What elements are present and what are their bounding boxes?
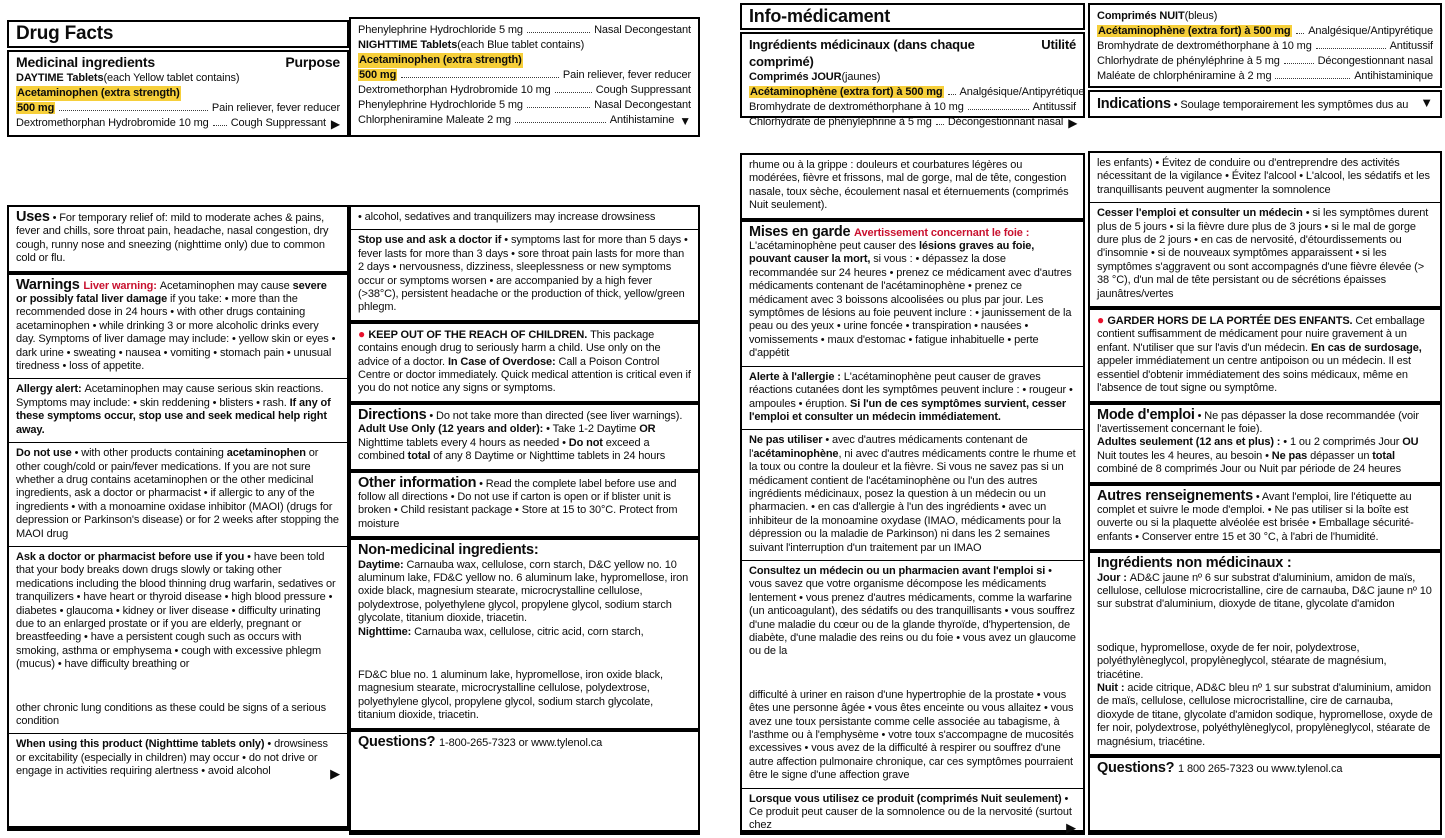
- text-segment: In Case of Overdose:: [447, 355, 559, 368]
- paragraph: [358, 669, 691, 723]
- label-section: [351, 320, 698, 401]
- ingredient-line: [358, 38, 691, 53]
- info-medicament-body-fr-right: [1088, 151, 1442, 835]
- ingredient-line: [358, 53, 691, 68]
- text-segment: DAYTIME Tablets: [16, 72, 104, 84]
- text-segment: Ask a doctor or pharmacist before use if you: [16, 550, 245, 563]
- comprimes-nuit-panel-fr-right: [1088, 3, 1442, 88]
- paragraph: [358, 559, 691, 626]
- text-segment: Carnauba wax, cellulose, corn starch, D&C yellow no. 10 aluminum lake, FD&C yellow no. 6 aluminum lake, hypromellose, iron oxide black, magnesium stearate, microcrystalline cellulose, polydextrose, polyethylene glycol, propylene glycol, sodium starch glycolate, titanium dioxide, triacetin.: [358, 558, 689, 625]
- paragraph: [358, 234, 691, 314]
- label-section: [9, 546, 347, 733]
- text-segment: En cas de surdosage,: [1310, 341, 1422, 354]
- ingredient-row: [1097, 54, 1433, 69]
- label-section: [351, 536, 698, 727]
- label-section: [351, 207, 698, 229]
- text-segment: Comprimés NUIT: [1097, 10, 1185, 22]
- paragraph: [16, 447, 340, 541]
- text-segment: acetaminophen: [226, 447, 306, 460]
- text-segment: (each Yellow tablet contains): [103, 72, 240, 84]
- arrow-right-icon: ▶: [1068, 115, 1078, 130]
- label-section: [1090, 754, 1440, 781]
- label-section: [1090, 549, 1440, 754]
- label-section: [351, 401, 698, 469]
- label-section: [742, 155, 1083, 218]
- text-segment: Antitussif: [1032, 101, 1076, 113]
- paragraph: [16, 383, 340, 437]
- label-section: [351, 229, 698, 319]
- ingredient-row: [749, 85, 1085, 100]
- paragraph: [358, 328, 691, 396]
- utilite-label: [1041, 36, 1076, 53]
- paragraph: [16, 211, 340, 266]
- text-segment: Acetaminophen (extra strength): [359, 54, 522, 66]
- text-segment: This package contains enough drug to seriously harm a child. Use only on the advice of a doctor.: [358, 328, 661, 368]
- arrow-right-icon: ▶: [1066, 820, 1076, 836]
- arrow-down-icon: ▼: [1420, 95, 1433, 110]
- text-segment: Call a Poison Control Centre or doctor immediately. Quick medical attention is critical even if you do not notice any signs or symptoms.: [358, 355, 691, 395]
- text-segment: Ne pas utiliser: [749, 434, 823, 447]
- text-segment: Pain reliever, fever reducer: [211, 102, 340, 114]
- label-section: [742, 218, 1083, 366]
- text-segment: Consultez un médecin ou un pharmacien avant l'emploi si: [749, 564, 1046, 577]
- dotted-leader: [527, 107, 590, 108]
- text-segment: Si l'un de ces symptômes survient, cesser l'emploi et consulter un médecin immédiatement.: [749, 397, 1066, 423]
- paragraph: [1097, 436, 1433, 476]
- text-segment: • have been told that your body breaks down drugs slowly or taking other medications including the blood thinning drug warfarin, sedatives or tranquilizers • have heart or thyroid disease • high blood pressure • diabetes • glaucoma • kidney or liver disease • difficulty urinating due to an enlarged prostate or if you are elderly, pregnant or breastfeeding • have a persistent cough such as occurs with smoking, asthma or emphysema • cough with excessive phlegm (mucus) • have difficulty breathing or: [16, 550, 336, 671]
- ingredient-row: [16, 116, 340, 131]
- text-segment: GARDER HORS DE LA PORTÉE DES ENFANTS.: [1107, 315, 1356, 328]
- text-segment: OR: [639, 423, 656, 436]
- text-segment: Chlorpheniramine Maleate 2 mg: [358, 114, 512, 126]
- text-segment: Uses: [16, 209, 50, 225]
- dotted-leader: [527, 32, 590, 33]
- ingredients-medicinaux-header: [749, 36, 1076, 70]
- text-segment: Questions?: [358, 733, 440, 750]
- text-segment: NIGHTTIME Tablets: [358, 39, 458, 51]
- text-segment: si vous : • dépassez la dose recommandée sur 24 heures • prenez ce médicament avec d'autres médicaments contenant de l'acétaminophène • prenez ce médicament avec 3 boissons alcoolisées ou plus par jour. Les symptômes de lésions au foie peuvent inclure : • jaunissement de la peau ou des yeux • urine foncée • transpiration • nausées • vomissements • maux d'estomac • fatigue inhabituelle • perte d'appétit: [749, 253, 1072, 360]
- text-segment: Ne pas: [1271, 449, 1308, 462]
- text-segment: Dextromethorphan Hydrobromide 10 mg: [358, 84, 551, 96]
- ingredient-line: [1097, 9, 1433, 24]
- ingredient-line: [749, 70, 1076, 85]
- paragraph: [749, 371, 1076, 425]
- text-segment: Directions: [358, 406, 427, 423]
- text-segment: (each Blue tablet contains): [457, 39, 585, 51]
- red-dot-icon: ●: [1097, 313, 1108, 328]
- sections: [742, 155, 1083, 838]
- text-segment: If any of these symptoms occur, stop use and seek medical help right away.: [16, 396, 331, 436]
- dotted-leader: [968, 109, 1029, 110]
- text-segment: • For temporary relief of: mild to moderate aches & pains, fever and chills, sore throat pain, headache, nasal congestion, dry cough, runny nose and sneezing (nighttime only) due to common cold or flu.: [16, 212, 329, 265]
- text-segment: les enfants) • Évitez de conduire ou d'entreprendre des activités nécessitant de la vigilance • Évitez l'alcool • L'alcool, les sédatifs et les tranquillisants peuvent augmenter la somnolence: [1097, 157, 1430, 196]
- paragraph: [1097, 557, 1433, 571]
- ingredient-rows: [358, 23, 691, 128]
- sections: [9, 207, 347, 784]
- text-segment: Bromhydrate de dextrométhorphane à 10 mg: [749, 101, 964, 113]
- text-segment: dépasser un: [1307, 449, 1373, 462]
- drug-facts-body-en-right: [349, 205, 700, 835]
- text-segment: 1 800 265-7323 ou www.tylenol.ca: [1178, 763, 1343, 776]
- text-segment: Questions?: [1097, 760, 1179, 777]
- sections: [351, 207, 698, 755]
- label-section: [1090, 153, 1440, 202]
- paragraph: [16, 702, 340, 729]
- text-segment: Antitussif: [1389, 40, 1433, 52]
- text-segment: Décongestionnant nasal: [947, 116, 1064, 128]
- label-section: [9, 378, 347, 442]
- label-section: [742, 429, 1083, 560]
- dotted-leader: [555, 92, 592, 93]
- text-segment: Warnings: [16, 276, 84, 293]
- text-segment: other chronic lung conditions as these could be signs of a serious condition: [16, 701, 327, 727]
- drug-facts-body-en-left: [7, 205, 349, 831]
- text-segment: AD&C jaune nº 6 sur substrat d'aluminium, amidon de maïs, cellulose, cellulose microcristalline, cire de carnauba, D&C jaune nº 10 sur substrat d'aluminium, dioxyde de titane, glycolate d'amidon: [1097, 571, 1432, 611]
- text-segment: Cough Suppressant: [230, 117, 326, 129]
- text-segment: Allergy alert:: [16, 383, 85, 396]
- text-segment: Indications: [1097, 96, 1171, 112]
- text-segment: acide citrique, AD&C bleu nº 1 sur substrat d'aluminium, amidon de maïs, cellulose, cellulose microcristalline, cire de carnauba, dioxyde de titane, glycolate d'amidon sodique, hypromellose, oxyde de fer noir, polydextrose, polyéthylèneglycol, propylèneglycol, stéarate de magnésium, triacétine.: [1097, 682, 1433, 748]
- text-segment: • Ne pas dépasser la dose recommandée (voir l'avertissement concernant le foie).: [1097, 409, 1419, 435]
- paragraph: [358, 626, 691, 639]
- text-segment: acétaminophène: [753, 447, 839, 460]
- indications-text: [1097, 96, 1408, 112]
- paragraph: [1097, 682, 1433, 749]
- ingredient-rows: [1097, 9, 1433, 84]
- text-segment: Daytime:: [358, 558, 407, 571]
- text-segment: Pain reliever, fever reducer: [562, 69, 691, 81]
- text-segment: Liver warning:: [83, 279, 160, 292]
- paragraph: [749, 434, 1076, 555]
- drug-facts-title-box: [7, 20, 349, 48]
- paragraph: [1097, 314, 1433, 395]
- text-segment: Acetaminophen may cause: [159, 279, 293, 292]
- paragraph: [358, 733, 691, 750]
- dotted-leader: [948, 94, 956, 95]
- text-segment: • drowsiness or excitability (especially in children) may occur • do not drive or engage in activities requiring alertness • avoid alcohol: [16, 738, 328, 778]
- text-segment: Nuit toutes les 4 heures, au besoin •: [1097, 449, 1272, 462]
- text-segment: Chlorhydrate de phényléphrine à 5 mg: [749, 116, 932, 128]
- label-section: [1090, 482, 1440, 550]
- text-segment: sodique, hypromellose, oxyde de fer noir, polydextrose, polyéthylèneglycol, propylèneglycol, stéarate de magnésium, triacétine.: [1097, 641, 1387, 681]
- text-segment: Mises en garde: [749, 223, 855, 240]
- paragraph: [749, 565, 1076, 659]
- text-segment: Maléate de chlorphéniramine à 2 mg: [1097, 70, 1272, 82]
- text-segment: total: [407, 450, 431, 463]
- text-segment: Do not use: [16, 447, 72, 460]
- label-section: [9, 733, 347, 783]
- text-segment: Cough Suppressant: [595, 84, 691, 96]
- text-segment: Nasal Decongestant: [594, 99, 691, 111]
- dotted-leader: [59, 110, 208, 111]
- text-segment: Autres renseignements: [1097, 487, 1253, 504]
- text-segment: Acétaminophène (extra fort) à 500 mg: [750, 86, 943, 98]
- indications-box: [1088, 90, 1442, 118]
- text-segment: Acetaminophen (extra strength): [17, 87, 180, 99]
- text-segment: Nighttime tablets every 4 hours as needed •: [358, 436, 569, 449]
- text-segment: difficulté à uriner en raison d'une hypertrophie de la prostate • vous êtes une personne âgée • vous êtes enceinte ou vous allaitez • vous avez une toux persistante comme celle associée au tabagisme, à l'asthme ou à l'emphysème • votre toux s'accompagne de mucosités excessives • vous avez de la difficulté à respirer ou souffrez d'une autre affection pulmonaire chronique, car ces symptômes pourraient être le signe d'une affection grave: [749, 688, 1074, 782]
- ingredient-rows: [749, 70, 1085, 130]
- paragraph: [749, 159, 1076, 213]
- text-segment: Acétaminophène (extra fort) à 500 mg: [1098, 25, 1291, 37]
- text-segment: L'acétaminophène peut causer de graves réactions cutanées dont les symptômes peuvent inclure : • rougeur • ampoules • éruption.: [749, 370, 1073, 410]
- arrow-right-icon: ▶: [330, 116, 340, 131]
- ingredient-row: [358, 23, 691, 38]
- text-segment: rhume ou à la grippe : douleurs et courbatures légères ou modérées, fièvre et frissons, mal de gorge, mal de tête, congestion nasale, toux sèche, écoulement nasal et éternuements (comprimés Nuit seulement).: [749, 159, 1069, 212]
- arrow-right-icon: ▶: [330, 766, 340, 782]
- ingredient-row: [16, 101, 340, 116]
- text-segment: OU: [1402, 436, 1419, 449]
- dotted-leader: [401, 77, 559, 78]
- label-section: [742, 560, 1083, 788]
- red-dot-icon: ●: [358, 326, 369, 341]
- text-segment: Avertissement concernant le foie :: [854, 226, 1030, 239]
- text-segment: Nuit :: [1097, 682, 1128, 694]
- text-segment: Cet emballage contient suffisamment de médicament pour nuire gravement à un enfant. N'utiliser que sur l'avis d'un médecin.: [1097, 315, 1425, 354]
- text-segment: 1-800-265-7323 or www.tylenol.ca: [439, 736, 603, 749]
- text-segment: Lorsque vous utilisez ce produit (comprimés Nuit seulement): [749, 792, 1062, 805]
- sections: [1090, 153, 1440, 781]
- text-segment: Jour :: [1097, 571, 1130, 584]
- purpose-label: Purpose: [285, 54, 340, 70]
- text-segment: Antihistaminique: [1354, 70, 1433, 82]
- text-segment: , ni avec d'autres médicaments contre le rhume et la toux ou contre la douleur et la fièvre. Si vous ne savez pas si un médicament contient de l'acétaminophène ou l'un des autres ingrédients médicinaux, posez la question à un médecin ou un pharmacien. • en cas d'allergie à l'un des ingrédients • avec un inhibiteur de la monoamine oxydase (IMAO, médicaments pour la dépression ou la maladie de Parkinson) ni dans les 2 semaines suivant l'interruption d'un traitement par un IMAO: [749, 447, 1076, 554]
- text-segment: Carnauba wax, cellulose, citric acid, corn starch,: [414, 625, 644, 638]
- text-segment: Acetaminophen may cause serious skin reactions. Symptoms may include: • skin reddening • blisters • rash.: [16, 383, 324, 409]
- text-segment: Comprimés JOUR: [749, 71, 842, 83]
- text-segment: • Soulage temporairement les symptômes dus au: [1170, 99, 1409, 111]
- medicinal-ingredients-header: [16, 54, 340, 71]
- label-section: [351, 469, 698, 537]
- text-segment: Chlorhydrate de phényléphrine à 5 mg: [1097, 55, 1280, 67]
- text-segment: • Ce produit peut causer de la somnolence ou de la nervosité (surtout chez: [749, 792, 1072, 832]
- text-segment: Bromhydrate de dextrométhorphane à 10 mg: [1097, 40, 1312, 52]
- text-segment: • si les symptômes durent plus de 5 jours • si la fièvre dure plus de 3 jours • si le mal de gorge dure plus de 2 jours • en cas de nervosité, d'étourdissements ou d'insomnie • si de nouveaux symptômes apparaissent • si les symptômes s'aggravent ou sont accompagnés d'une fièvre élevée (> 38 °C), d'un mal de tête persistant ou de sécrétions épaisses jaunâtres/vertes: [1097, 207, 1429, 300]
- arrow-down-icon: ▼: [679, 113, 691, 128]
- text-segment: Ingrédients non médicinaux :: [1097, 555, 1292, 572]
- info-medicament-title-box: [740, 3, 1085, 30]
- medicinal-ingredients-panel-en-right: [349, 17, 700, 137]
- info-medicament-body-fr-left: [740, 153, 1085, 835]
- ingredient-row: [1097, 24, 1433, 39]
- text-segment: Antihistamine: [609, 114, 675, 126]
- paragraph: [1097, 762, 1433, 776]
- text-segment: combiné de 8 comprimés Jour ou Nuit par période de 24 heures: [1097, 463, 1402, 476]
- text-segment: lésions graves au foie, pouvant causer la mort,: [749, 240, 1035, 266]
- text-segment: Phenylephrine Hydrochloride 5 mg: [358, 24, 523, 36]
- ingredients-medicinaux-panel-fr-left: [740, 32, 1085, 130]
- text-segment: Other information: [358, 474, 477, 491]
- text-segment: (bleus): [1184, 10, 1218, 22]
- dotted-leader: [515, 122, 606, 123]
- text-segment: Non-medicinal ingredients:: [358, 542, 539, 559]
- paragraph: [358, 474, 691, 532]
- medicinal-ingredients-panel-en-left: [7, 50, 349, 137]
- dotted-leader: [1275, 78, 1350, 79]
- label-section: [1090, 306, 1440, 400]
- paragraph: [1097, 487, 1433, 545]
- text-segment: • with other products containing: [71, 447, 227, 460]
- dotted-leader: [1284, 63, 1314, 64]
- text-segment: • symptoms last for more than 5 days • fever lasts for more than 3 days • sore throat pain lasts for more than 2 days • nervousness, dizziness, sleeplessness or new symptoms occur or symptoms worsen • are accompanied by a high fever (>38°C), persistent headache or the production of thick, yellow/green phlegm.: [358, 234, 688, 314]
- text-segment: 500 mg: [17, 102, 55, 114]
- text-segment: of any 8 Daytime or Nighttime tablets in 24 hours: [430, 450, 666, 463]
- text-segment: (jaunes): [841, 71, 881, 83]
- paragraph: [16, 551, 340, 672]
- drug-facts-title: Drug Facts: [16, 23, 114, 44]
- ingredient-line: [16, 71, 340, 86]
- text-segment: if you take: • more than the recommended dose in 24 hours • with other drugs containing acetaminophen • while drinking 3 or more alcoholic drinks every day. Symptoms of liver damage may include: • yellow skin or eyes • dark urine • sweating • nausea • vomiting • stomach pain • unusual tiredness • loss of appetite.: [16, 293, 336, 373]
- text-segment: Do not: [568, 436, 603, 449]
- ingredients-medicinaux-label: [749, 36, 1041, 70]
- dotted-leader: [1296, 33, 1305, 34]
- text-segment: Nighttime:: [358, 625, 415, 638]
- text-segment: Adultes seulement (12 ans et plus) :: [1097, 436, 1281, 449]
- paragraph: [1097, 157, 1433, 197]
- text-segment: • Read the complete label before use and follow all directions • Do not use if carton is open or if blister unit is broken • Child resistant package • Store at 15 to 30°C. Protect from moisture: [358, 477, 678, 530]
- text-segment: or other cough/cold or pain/fever medications. If you are not sure whether a drug contains acetaminophen or the other medicinal ingredients, ask a doctor or pharmacist • if allergic to any of the ingredients • with a monoamine oxidase inhibitor (MAOI) (drugs for depression or Parkinson's disease) or for 2 weeks after stopping the MAOI drug: [16, 447, 339, 540]
- text-segment: Nasal Decongestant: [594, 24, 691, 36]
- label-section: [9, 271, 347, 379]
- text-segment: Analgésique/Antipyrétique: [959, 86, 1085, 98]
- label-section: [351, 728, 698, 755]
- ingredient-line: [16, 86, 340, 101]
- medicinal-ingredients-label: Medicinal ingredients: [16, 54, 155, 70]
- paragraph: [749, 689, 1076, 783]
- text-segment: FD&C blue no. 1 aluminum lake, hypromellose, iron oxide black, magnesium stearate, microcrystalline cellulose, polydextrose, polyethylene glycol, propylene glycol, sodium starch glycolate, titanium dioxide, triacetin.: [358, 668, 663, 722]
- ingredient-rows: [16, 71, 340, 131]
- paragraph: [358, 406, 691, 423]
- dotted-leader: [936, 124, 944, 125]
- paragraph: [749, 792, 1076, 836]
- text-segment: severe or possibly fatal liver damage: [16, 279, 327, 306]
- text-segment: KEEP OUT OF THE REACH OF CHILDREN.: [368, 328, 591, 341]
- dotted-leader: [213, 125, 227, 126]
- paragraph: [358, 423, 691, 463]
- paragraph: [1097, 572, 1433, 612]
- text-segment: When using this product (Nighttime tablets only): [16, 738, 265, 751]
- text-segment: 500 mg: [359, 69, 397, 81]
- ingredient-row: [358, 68, 691, 83]
- info-medicament-title: Info-médicament: [749, 6, 891, 26]
- label-section: [9, 207, 347, 271]
- paragraph: [358, 544, 691, 558]
- label-section: [1090, 202, 1440, 306]
- label-section: [1090, 401, 1440, 482]
- paragraph: [16, 738, 340, 782]
- text-segment: Dextromethorphan Hydrobromide 10 mg: [16, 117, 209, 129]
- ingredient-row: [358, 98, 691, 113]
- label-section: [9, 442, 347, 546]
- text-segment: Stop use and ask a doctor if: [358, 234, 502, 247]
- text-segment: Analgésique/Antipyrétique: [1308, 25, 1433, 37]
- ingredient-row: [358, 113, 691, 128]
- text-segment: • Do not take more than directed (see liver warnings).: [426, 409, 683, 422]
- paragraph: [358, 211, 691, 224]
- text-segment: Ingrédients médicinaux: [749, 37, 894, 52]
- text-segment: Phenylephrine Hydrochloride 5 mg: [358, 99, 523, 111]
- ingredient-row: [358, 83, 691, 98]
- text-segment: • vous savez que votre organisme décompose les médicaments lentement • vous prenez d'autres médicaments, comme la warfarine (un anticoagulant), des sédatifs ou des tranquillisants • vous souffrez d'une maladie du cœur ou de la glande thyroïde, d'hypertension, de diabète, d'une maladie des reins ou du foie • vous avez un glaucome ou de la: [749, 564, 1076, 658]
- text-segment: (dans chaque comprimé): [749, 37, 975, 69]
- ingredient-row: [749, 115, 1076, 130]
- label-section: [742, 366, 1083, 430]
- text-segment: • avec d'autres médicaments contenant de l': [749, 434, 1028, 460]
- paragraph: [749, 223, 1076, 240]
- text-segment: • 1 ou 2 comprimés Jour: [1280, 436, 1403, 449]
- paragraph: [16, 276, 340, 374]
- paragraph: [1097, 207, 1433, 301]
- label-section: [742, 788, 1083, 838]
- text-segment: Alerte à l'allergie :: [749, 370, 844, 383]
- dotted-leader: [1316, 48, 1386, 49]
- text-segment: Adult Use Only (12 years and older):: [358, 423, 544, 436]
- text-segment: appeler immédiatement un centre antipoison ou un médecin. Il est essentiel d'obtenir immédiatement des soins médicaux, même en l'absence de tout signe ou symptôme.: [1097, 355, 1411, 395]
- paragraph: [1097, 406, 1433, 437]
- paragraph: [749, 240, 1076, 361]
- text-segment: Décongestionnant nasal: [1317, 55, 1433, 67]
- text-segment: exceed a combined: [358, 436, 650, 463]
- text-segment: Cesser l'emploi et consulter un médecin: [1097, 207, 1303, 220]
- ingredient-row: [749, 100, 1076, 115]
- text-segment: • alcohol, sedatives and tranquilizers may increase drowsiness: [358, 211, 656, 223]
- ingredient-row: [1097, 69, 1433, 84]
- text-segment: Utilité: [1041, 37, 1076, 52]
- paragraph: [1097, 642, 1433, 682]
- ingredient-row: [1097, 39, 1433, 54]
- text-segment: total: [1372, 449, 1395, 462]
- text-segment: Mode d'emploi: [1097, 406, 1195, 423]
- text-segment: L'acétaminophène peut causer des: [749, 240, 919, 253]
- text-segment: • Avant l'emploi, lire l'étiquette au complet et suivre le mode d'emploi. • Ne pas utiliser si la boîte est ouverte ou si la plaquette alvéolée est brisée • Emballage sécurité-enfants • Conserver entre 15 et 30 °C, à l'abri de l'humidité.: [1097, 490, 1414, 543]
- text-segment: • Take 1-2 Daytime: [543, 423, 640, 436]
